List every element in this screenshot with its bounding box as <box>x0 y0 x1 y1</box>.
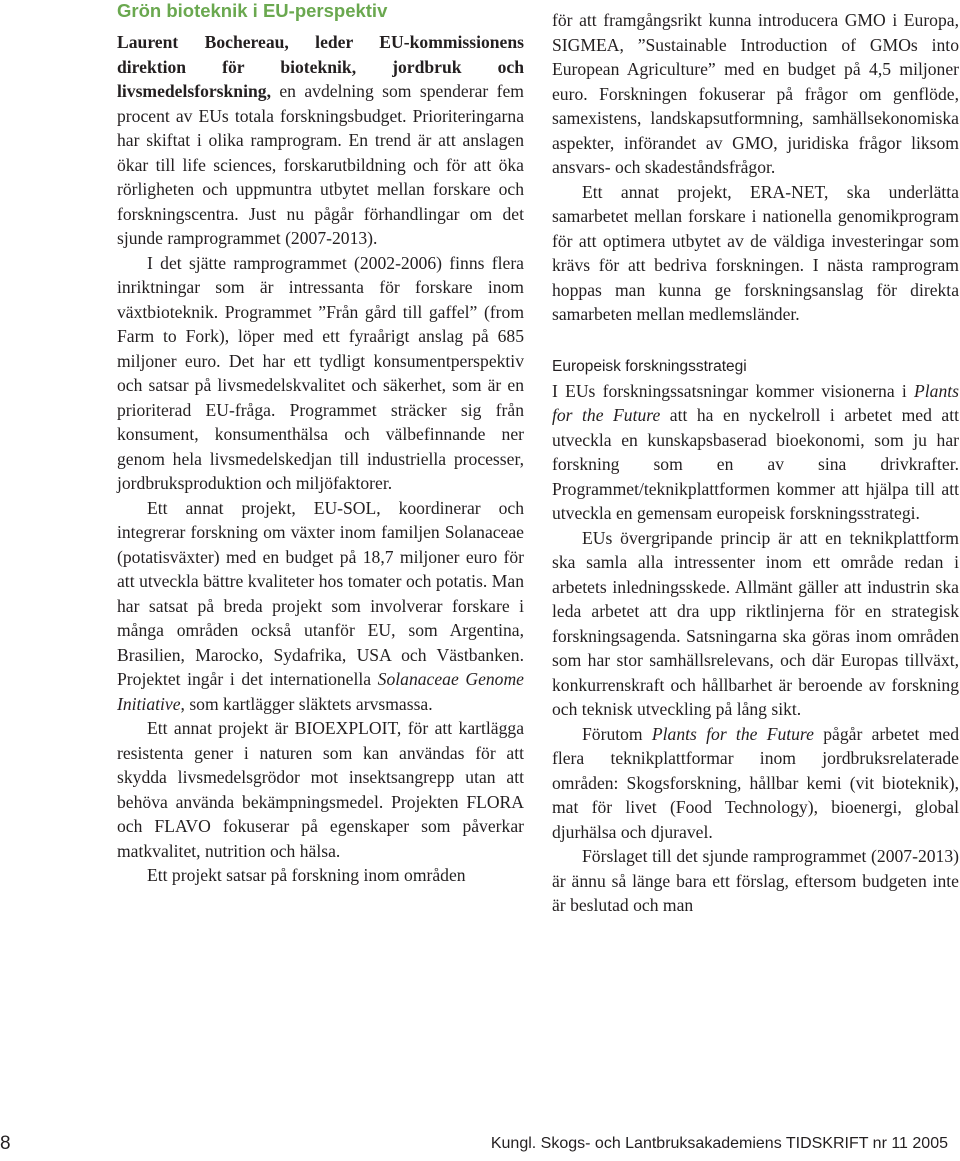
paragraph-text: att ha en nyckelroll i arbetet med att utveckla en kunskapsbaserad bioekonomi, som ju har forskning som en av sina drivkrafter. Programmet/teknikplattformen kommer att hjälpa till att utveckla en gemensam europeisk forskningsstrategi. <box>552 405 960 523</box>
page-number: 8 <box>0 1133 11 1154</box>
left-column <box>117 0 524 888</box>
right-column <box>552 8 959 918</box>
lead-text: Laurent Bochereau, leder EU-kommissionens direktion för bioteknik, jordbruk och livsmedelsforskning, <box>117 32 524 101</box>
paragraph <box>117 30 524 251</box>
italic-term: Plants for the Future <box>651 723 814 744</box>
paragraph-text: en avdelning som spenderar fem procent av EUs totala forskningsbudget. Prioriteringarna har skiftat i olika ramprogram. En trend är att anslagen ökar till life sciences, forskarutbildning och för att öka rörligheten och uppmuntra utbytet mellan forskare och forskningscentra. Just nu pågår förhandlingar om det sjunde ramprogrammet (2007-2013). <box>117 81 524 248</box>
paragraph: I det sjätte ramprogrammet (2002-2006) finns flera inriktningar som är intressanta för forskare inom växtbioteknik. Programmet ”Från gård till gaffel” (from Farm to Fork), löper med ett fyraårigt anslag på 685 miljoner euro. Det har ett tydligt konsumentperspektiv och satsar på livsmedelskvalitet och säkerhet, som är en prioriterad EU-fråga. Programmet sträcker sig från konsument, konsumenthälsa och välbefinnande ner genom hela livsmedelskedjan till industriella processer, jordbruksproduktion och miljöfaktorer. <box>117 252 524 493</box>
paragraph: Förslaget till det sjunde ramprogrammet (2007-2013) är ännu så länge bara ett förslag, eftersom budgeten inte är beslutad och man <box>552 846 959 915</box>
italic-term: Solanaceae Genome Initiative <box>117 669 524 714</box>
journal-footer: Kungl. Skogs- och Lantbruksakademiens TIDSKRIFT nr 11 2005 <box>490 1135 948 1152</box>
paragraph <box>552 379 959 526</box>
paragraph-text: Ett annat projekt, EU-SOL, koordinerar och integrerar forskning om växter inom familjen Solanaceae (potatisväxter) med en budget på 18,7 miljoner euro för att utveckla bättre kvaliteter hos tomater och potatis. Man har satsat på breda projekt som involverar forskare i många områden också utanför EU, som Argentina, Brasilien, Marocko, Sydafrika, USA och Västbanken. Projektet ingår i det internationella <box>117 497 524 689</box>
paragraph: Ett projekt satsar på forskning inom områden <box>147 865 466 885</box>
paragraph <box>117 496 524 717</box>
italic-term: Plants for the Future <box>552 380 959 425</box>
section-subheading: Europeisk forskningsstrategi <box>552 357 747 375</box>
article-heading: Grön bioteknik i EU-perspektiv <box>117 0 388 21</box>
paragraph: EUs övergripande princip är att en teknikplattform ska samla alla intressenter inom ett område redan i arbetets inledningsskede. Allmänt gäller att industrin ska leda arbetet att dra upp riktlinjerna för en strategisk forskningsagenda. Satsningarna ska göras inom områden som har stor samhällsrelevans, och där Europas tillväxt, konkurrenskraft och hållbarhet är beroende av forskning och teknisk utveckling på lång sikt. <box>552 527 959 719</box>
paragraph <box>552 722 959 845</box>
paragraph-text: Förutom <box>582 723 652 744</box>
paragraph-text: , som kartlägger släktets arvsmassa. <box>180 693 433 714</box>
paragraph-text: I EUs forskningssatsningar kommer visionerna i <box>552 380 915 401</box>
paragraph: Ett annat projekt är BIOEXPLOIT, för att kartlägga resistenta gener i naturen som kan användas för att skydda livsmedelsgrödor mot insektsangrepp utan att behöva använda bekämpningsmedel. Projekten FLORA och FLAVO fokuserar på egenskaper som påverkar matkvalitet, nutrition och hälsa. <box>117 718 524 861</box>
paragraph: för att framgångsrikt kunna introducera GMO i Europa, SIGMEA, ”Sustainable Introduction of GMOs into European Agriculture” med en budget på 4,5 miljoner euro. Forskningen fokuserar på frågor om genflöde, samexistens, landskapsutformning, samhällsekonomiska aspekter, införandet av GMO, juridiska frågor liksom ansvars- och skadeståndsfrågor. <box>552 10 959 177</box>
paragraph-text: pågår arbetet med flera teknikplattformar inom jordbruksrelaterade områden: Skogsforskning, hållbar kemi (vit bioteknik), mat för livet (Food Technology), bioenergi, global djurhälsa och djuravel. <box>552 723 960 842</box>
paragraph: Ett annat projekt, ERA-NET, ska underlätta samarbetet mellan forskare i nationella genomikprogram för att optimera utbytet av de väldiga investeringar som krävs för att bedriva forskningen. I nästa ramprogram hoppas man kunna ge forskningsanslag för direkta samarbeten mellan medlemsländer. <box>552 181 959 324</box>
